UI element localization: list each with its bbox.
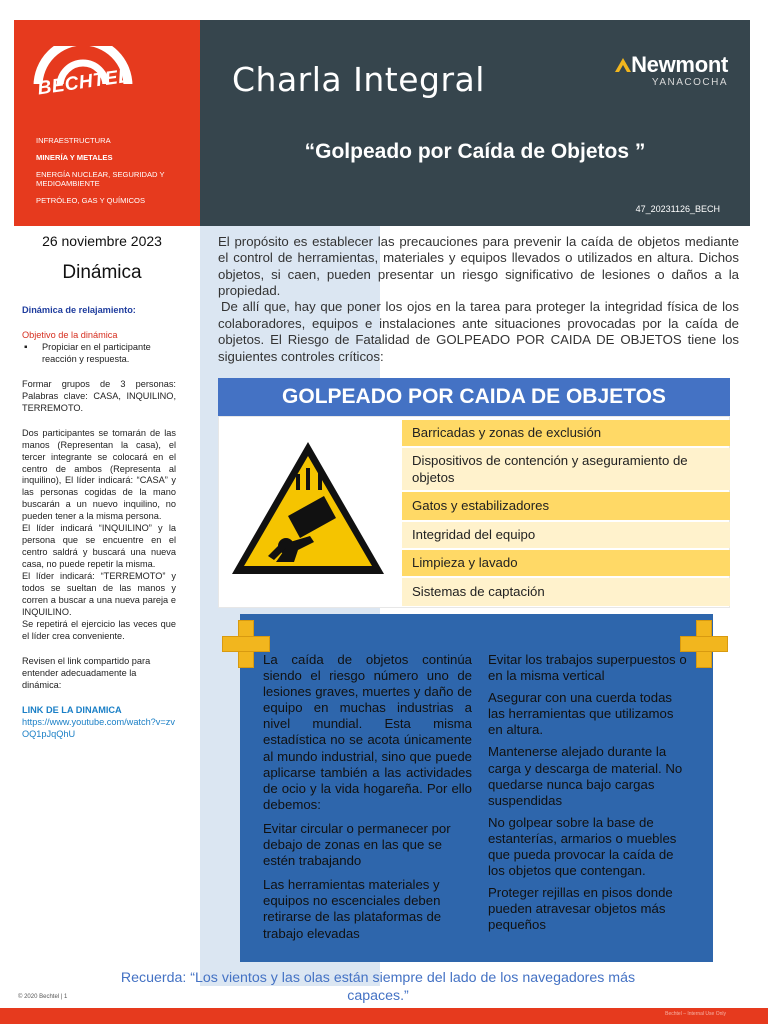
bechtel-wordmark: BECHTEL: [36, 65, 132, 100]
plus-icon: [222, 620, 268, 666]
hazard-title: GOLPEADO POR CAIDA DE OBJETOS: [218, 378, 730, 416]
sector-item: PETRÓLEO, GAS Y QUÍMICOS: [36, 196, 146, 206]
list-item: ▪ Propiciar en el participante reacción y respuesta.: [42, 342, 176, 366]
sector-list: [36, 136, 196, 214]
link-title: LINK DE LA DINAMICA: [22, 704, 122, 715]
page-title: Charla Integral: [232, 60, 485, 99]
footer-note: Bechtel – Internal Use Only: [665, 1011, 726, 1017]
control-row: Integridad del equipo: [402, 522, 730, 548]
paragraph: Evitar circular o permanecer por debajo de zonas en las que se estén trabajando: [263, 820, 451, 869]
paragraph: Mantenerse alejado durante la carga y descarga de material. No quedarse nunca bajo cargas suspendidas: [488, 744, 683, 808]
paragraph: El propósito es establecer las precauciones para prevenir la caída de objetos mediante el control de herramientas, materiales y equipos llevados o utilizados en altura. Dichos objetos, si caen, pueden presentar un riesgo significativo de lesiones o daños a la propiedad.: [218, 234, 739, 299]
newmont-chevron-icon: [615, 57, 631, 73]
footer-bar: [0, 1008, 768, 1024]
talk-subtitle: “Golpeado por Caída de Objetos ”: [304, 140, 646, 163]
newmont-logo: [615, 52, 728, 88]
info-left-column: [263, 652, 472, 950]
paragraph: Revisen el link compartido para entender adecuadamente la dinámica:: [22, 655, 151, 690]
dynamic-description: [22, 305, 176, 741]
sector-item: MINERÍA Y METALES: [36, 153, 113, 163]
intro-text: [218, 234, 739, 365]
control-row: Sistemas de captación: [402, 578, 730, 606]
paragraph: El líder indicará “INQUILINO” y la persona que se encuentre en el centro saldrá y buscará una nueva casa, no puede repetir la misma.: [22, 523, 176, 570]
paragraph: Dos participantes se tomarán de las manos (Representan la casa), el tercer integrante se colocará en el centro de ambos (Representa al inquilino), El líder indicará: “CASA” y las personas cogidas de la mano buscarán a un nuevo inquilino, no pueden tener a la misma persona.: [22, 427, 176, 522]
objective-title: Objetivo de la dinámica: [22, 329, 118, 340]
relax-title: Dinámica de relajamiento:: [22, 305, 136, 315]
closing-quote: Recuerda: “Los vientos y las olas están siempre del lado de los navegadores más capaces.”: [120, 970, 636, 1004]
talk-date: 26 noviembre 2023: [42, 233, 162, 249]
sector-item: INFRAESTRUCTURA: [36, 136, 111, 145]
paragraph: Asegurar con una cuerda todas las herramientas que utilizamos en altura.: [488, 690, 674, 738]
sector-item: ENERGÍA NUCLEAR, SEGURIDAD Y MEDIOAMBIENTE: [36, 170, 165, 189]
control-row: Dispositivos de contención y aseguramiento de objetos: [402, 448, 730, 490]
document-code: 47_20231126_BECH: [635, 204, 720, 214]
control-row: Limpieza y lavado: [402, 550, 730, 576]
paragraph: El líder indicará: “TERREMOTO” y todos se sueltan de las manos y corren a buscar a una nueva pareja e INQUILINO.: [22, 571, 176, 617]
bechtel-logo-panel: [14, 20, 200, 226]
control-row: Gatos y estabilizadores: [402, 492, 730, 520]
info-right-column: [488, 652, 688, 940]
paragraph: Se repetirá el ejercicio las veces que el líder crea conveniente.: [22, 618, 176, 641]
newmont-subtitle: YANACOCHA: [651, 77, 728, 88]
paragraph: La caída de objetos continúa siendo el riesgo número uno de lesiones graves, muertes y daño de equipo en muchas industrias a nivel mundial. Esta misma estadística no se acota únicamente al mundo industrial, sino que puede aplicarse también a las actividades de ocio y la vida hogareña. Por ello debemos:: [263, 652, 472, 812]
objective-list: [22, 342, 176, 366]
paragraph: Evitar los trabajos superpuestos o en la misma vertical: [488, 652, 687, 684]
control-row: Barricadas y zonas de exclusión: [402, 420, 730, 446]
youtube-link[interactable]: https://www.youtube.com/watch?v=zvOQ1pJqQhU: [22, 716, 175, 739]
title-panel: [200, 20, 750, 226]
paragraph: Proteger rejillas en pisos donde pueden atravesar objetos más pequeños: [488, 885, 673, 933]
newmont-wordmark: Newmont: [631, 52, 728, 77]
paragraph: De allí que, hay que poner los ojos en la tarea para proteger la integridad física de los colaboradores, equipos e instalaciones ante situaciones provocadas por la caída de objetos. El Riesgo de Fatalidad de GOLPEADO POR CAIDA DE OBJETOS tiene los siguientes controles críticos:: [218, 299, 739, 364]
paragraph: Formar grupos de 3 personas: Palabras clave: CASA, INQUILINO, TERREMOTO.: [22, 378, 176, 413]
falling-object-warning-icon: [228, 438, 388, 578]
section-title-dinamica: Dinámica: [62, 262, 142, 283]
copyright: © 2020 Bechtel | 1: [18, 994, 68, 1000]
paragraph: Las herramientas materiales y equipos no escenciales deben retirarse de las plataformas de trabajo elevadas: [263, 877, 442, 941]
paragraph: No golpear sobre la base de estanterías, armarios o muebles que pueda provocar la caída de los objetos que contengan.: [488, 814, 677, 879]
